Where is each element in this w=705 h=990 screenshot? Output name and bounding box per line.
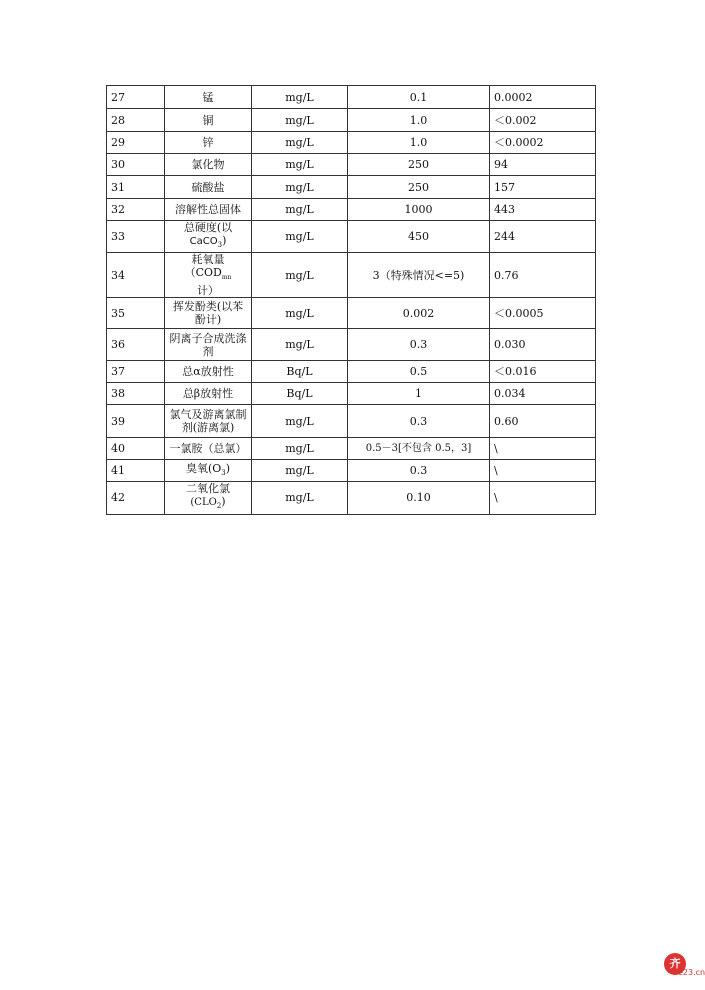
limit-value: 0.10	[348, 482, 490, 514]
indicator-name: 氯化物	[165, 154, 252, 176]
test-result: \	[490, 438, 596, 460]
table-row	[107, 298, 596, 329]
row-number: 34	[107, 253, 165, 298]
limit-value: 1.0	[348, 109, 490, 132]
limit-value: 1.0	[348, 132, 490, 154]
indicator-name: 硫酸盐	[165, 176, 252, 199]
row-number: 32	[107, 199, 165, 221]
table-row	[107, 329, 596, 361]
indicator-name: 总α放射性	[165, 361, 252, 383]
table-row	[107, 199, 596, 221]
indicator-name: 溶解性总固体	[165, 199, 252, 221]
row-number: 36	[107, 329, 165, 361]
test-result: 157	[490, 176, 596, 199]
row-number: 42	[107, 482, 165, 514]
limit-value: 0.5－3[不包含 0.5，3]	[348, 438, 490, 460]
table-row	[107, 405, 596, 438]
table-row	[107, 383, 596, 405]
row-number: 39	[107, 405, 165, 438]
water-quality-table	[106, 85, 596, 515]
row-number: 30	[107, 154, 165, 176]
indicator-name: 挥发酚类(以苯酚计)	[165, 298, 252, 329]
table-row	[107, 361, 596, 383]
unit: Bq/L	[252, 383, 348, 405]
row-number: 29	[107, 132, 165, 154]
limit-value: 3（特殊情况<=5)	[348, 253, 490, 298]
table-row	[107, 482, 596, 514]
indicator-name: 锰	[165, 86, 252, 109]
indicator-name: 耗氧量（$COD_{mn}$ 计）	[165, 253, 252, 298]
test-result: 244	[490, 221, 596, 253]
indicator-name: 锌	[165, 132, 252, 154]
limit-value: 1000	[348, 199, 490, 221]
test-result: 0.0002	[490, 86, 596, 109]
limit-value: 0.1	[348, 86, 490, 109]
unit: mg/L	[252, 86, 348, 109]
table-row	[107, 132, 596, 154]
limit-value: 250	[348, 176, 490, 199]
indicator-name: 铜	[165, 109, 252, 132]
test-result: \	[490, 460, 596, 482]
unit: Bq/L	[252, 361, 348, 383]
site-watermark	[664, 953, 705, 983]
limit-value: 450	[348, 221, 490, 253]
unit: mg/L	[252, 405, 348, 438]
test-result: 94	[490, 154, 596, 176]
limit-value: 0.5	[348, 361, 490, 383]
limit-value: 0.3	[348, 460, 490, 482]
unit: mg/L	[252, 329, 348, 361]
unit: mg/L	[252, 253, 348, 298]
indicator-name: 臭氧$(O_3)$	[165, 460, 252, 482]
unit: mg/L	[252, 176, 348, 199]
row-number: 35	[107, 298, 165, 329]
test-result: \	[490, 482, 596, 514]
indicator-name: 总硬度(以 CaCO$_3$)	[165, 221, 252, 253]
test-result: ＜0.002	[490, 109, 596, 132]
unit: mg/L	[252, 438, 348, 460]
unit: mg/L	[252, 154, 348, 176]
limit-value: 1	[348, 383, 490, 405]
row-number: 31	[107, 176, 165, 199]
table-row	[107, 460, 596, 482]
row-number: 33	[107, 221, 165, 253]
table-row	[107, 109, 596, 132]
unit: mg/L	[252, 460, 348, 482]
table-row	[107, 154, 596, 176]
indicator-name: 二氧化氯 $(CLO_2)$	[165, 482, 252, 514]
table-row	[107, 253, 596, 298]
indicator-name: 一氯胺（总氯）	[165, 438, 252, 460]
table-row	[107, 86, 596, 109]
indicator-name: 阴离子合成洗涤剂	[165, 329, 252, 361]
test-result: 0.60	[490, 405, 596, 438]
table-row	[107, 176, 596, 199]
limit-value: 0.002	[348, 298, 490, 329]
unit: mg/L	[252, 482, 348, 514]
test-result: 0.030	[490, 329, 596, 361]
indicator-name: 总β放射性	[165, 383, 252, 405]
watermark-url: e23.cn	[678, 968, 705, 977]
test-result: 0.76	[490, 253, 596, 298]
table-row	[107, 221, 596, 253]
indicator-name: 氯气及游离氯制剂(游离氯)	[165, 405, 252, 438]
limit-value: 0.3	[348, 329, 490, 361]
unit: mg/L	[252, 298, 348, 329]
row-number: 28	[107, 109, 165, 132]
unit: mg/L	[252, 132, 348, 154]
row-number: 41	[107, 460, 165, 482]
watermark-logo: 齐	[664, 953, 686, 975]
test-result: 443	[490, 199, 596, 221]
limit-value: 250	[348, 154, 490, 176]
unit: mg/L	[252, 199, 348, 221]
table-row	[107, 438, 596, 460]
unit: mg/L	[252, 109, 348, 132]
row-number: 37	[107, 361, 165, 383]
test-result: ＜0.0002	[490, 132, 596, 154]
limit-value: 0.3	[348, 405, 490, 438]
row-number: 40	[107, 438, 165, 460]
unit: mg/L	[252, 221, 348, 253]
test-result: ＜0.016	[490, 361, 596, 383]
row-number: 38	[107, 383, 165, 405]
test-result: ＜0.0005	[490, 298, 596, 329]
test-result: 0.034	[490, 383, 596, 405]
row-number: 27	[107, 86, 165, 109]
